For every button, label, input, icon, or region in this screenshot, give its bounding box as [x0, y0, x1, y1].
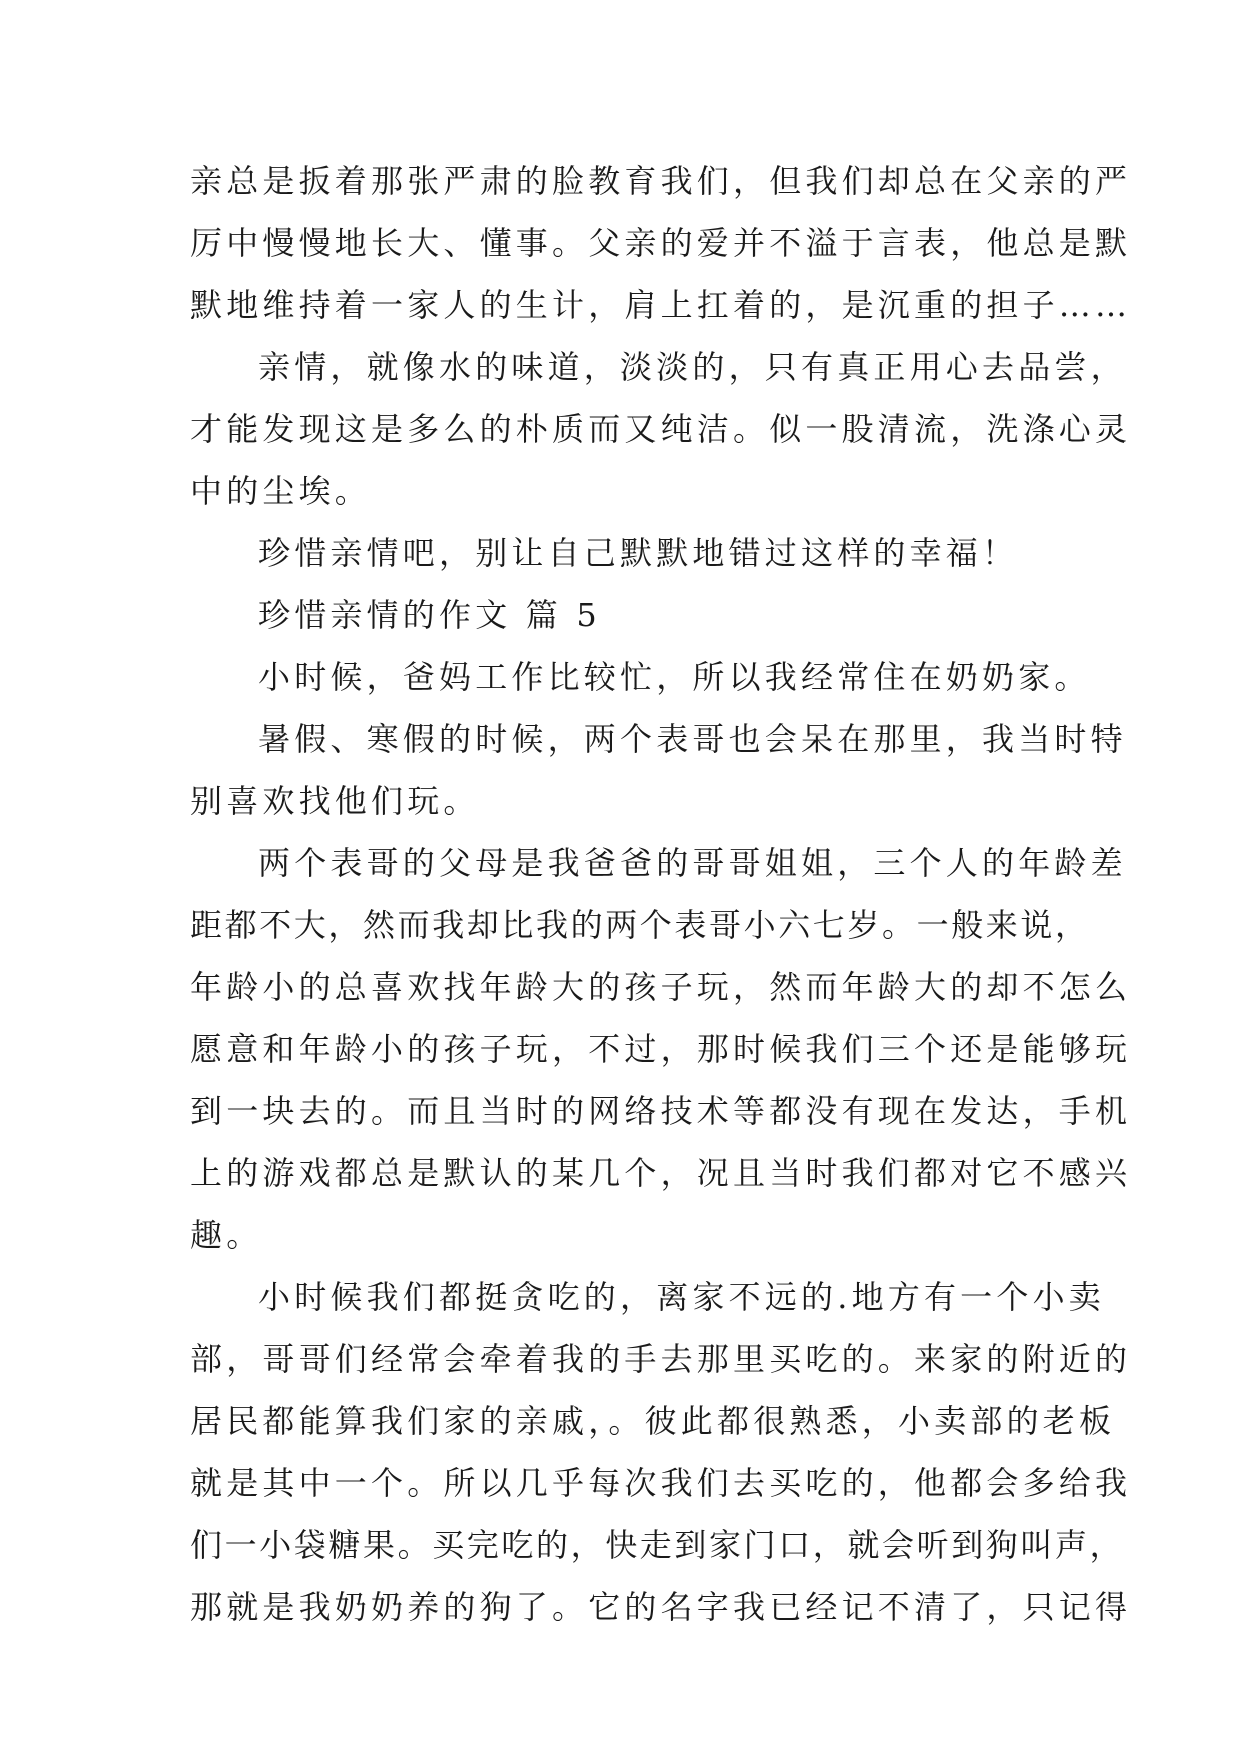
paragraph-first-line: 小时候我们都挺贪吃的，离家不远的.地方有一个小卖 — [258, 1278, 1105, 1316]
text-line: 中的尘埃。 — [190, 472, 372, 510]
paragraph-first-line: 亲情，就像水的味道，淡淡的，只有真正用心去品尝， — [258, 348, 1127, 386]
text-line: 居民都能算我们家的亲戚，。彼此都很熟悉，小卖部的老板 — [190, 1402, 1116, 1440]
essay-body — [190, 150, 1132, 1638]
text-line: 年龄小的总喜欢找年龄大的孩子玩，然而年龄大的却不怎么 — [190, 968, 1132, 1006]
text-line: 们一小袋糖果。买完吃的，快走到家门口，就会听到狗叫声， — [190, 1526, 1125, 1564]
paragraph-first-line: 小时候，爸妈工作比较忙，所以我经常住在奶奶家。 — [258, 658, 1091, 696]
text-line: 才能发现这是多么的朴质而又纯洁。似一股清流，洗涤心灵 — [190, 410, 1132, 448]
paragraph-first-line: 珍惜亲情吧，别让自己默默地错过这样的幸福！ — [258, 534, 1019, 572]
text-line: 厉中慢慢地长大、懂事。父亲的爱并不溢于言表，他总是默 — [190, 224, 1132, 262]
text-line: 别喜欢找他们玩。 — [190, 782, 480, 820]
text-line: 距都不大，然而我却比我的两个表哥小六七岁。一般来说， — [190, 906, 1090, 944]
section-heading: 珍惜亲情的作文 篇 5 — [258, 596, 601, 634]
text-line: 那就是我奶奶养的狗了。它的名字我已经记不清了，只记得 — [190, 1588, 1132, 1626]
paragraph-first-line: 暑假、寒假的时候，两个表哥也会呆在那里，我当时特 — [258, 720, 1127, 758]
text-line: 趣。 — [190, 1216, 263, 1254]
text-line: 亲总是扳着那张严肃的脸教育我们，但我们却总在父亲的严 — [190, 162, 1132, 200]
text-line: 就是其中一个。所以几乎每次我们去买吃的，他都会多给我 — [190, 1464, 1132, 1502]
text-line: 愿意和年龄小的孩子玩，不过，那时候我们三个还是能够玩 — [190, 1030, 1132, 1068]
text-line: 到一块去的。而且当时的网络技术等都没有现在发达，手机 — [190, 1092, 1132, 1130]
paragraph-first-line: 两个表哥的父母是我爸爸的哥哥姐姐，三个人的年龄差 — [258, 844, 1127, 882]
text-line: 上的游戏都总是默认的某几个，况且当时我们都对它不感兴 — [190, 1154, 1132, 1192]
text-line: 默地维持着一家人的生计，肩上扛着的，是沉重的担子…… — [190, 286, 1132, 324]
text-line: 部，哥哥们经常会牵着我的手去那里买吃的。来家的附近的 — [190, 1340, 1132, 1378]
